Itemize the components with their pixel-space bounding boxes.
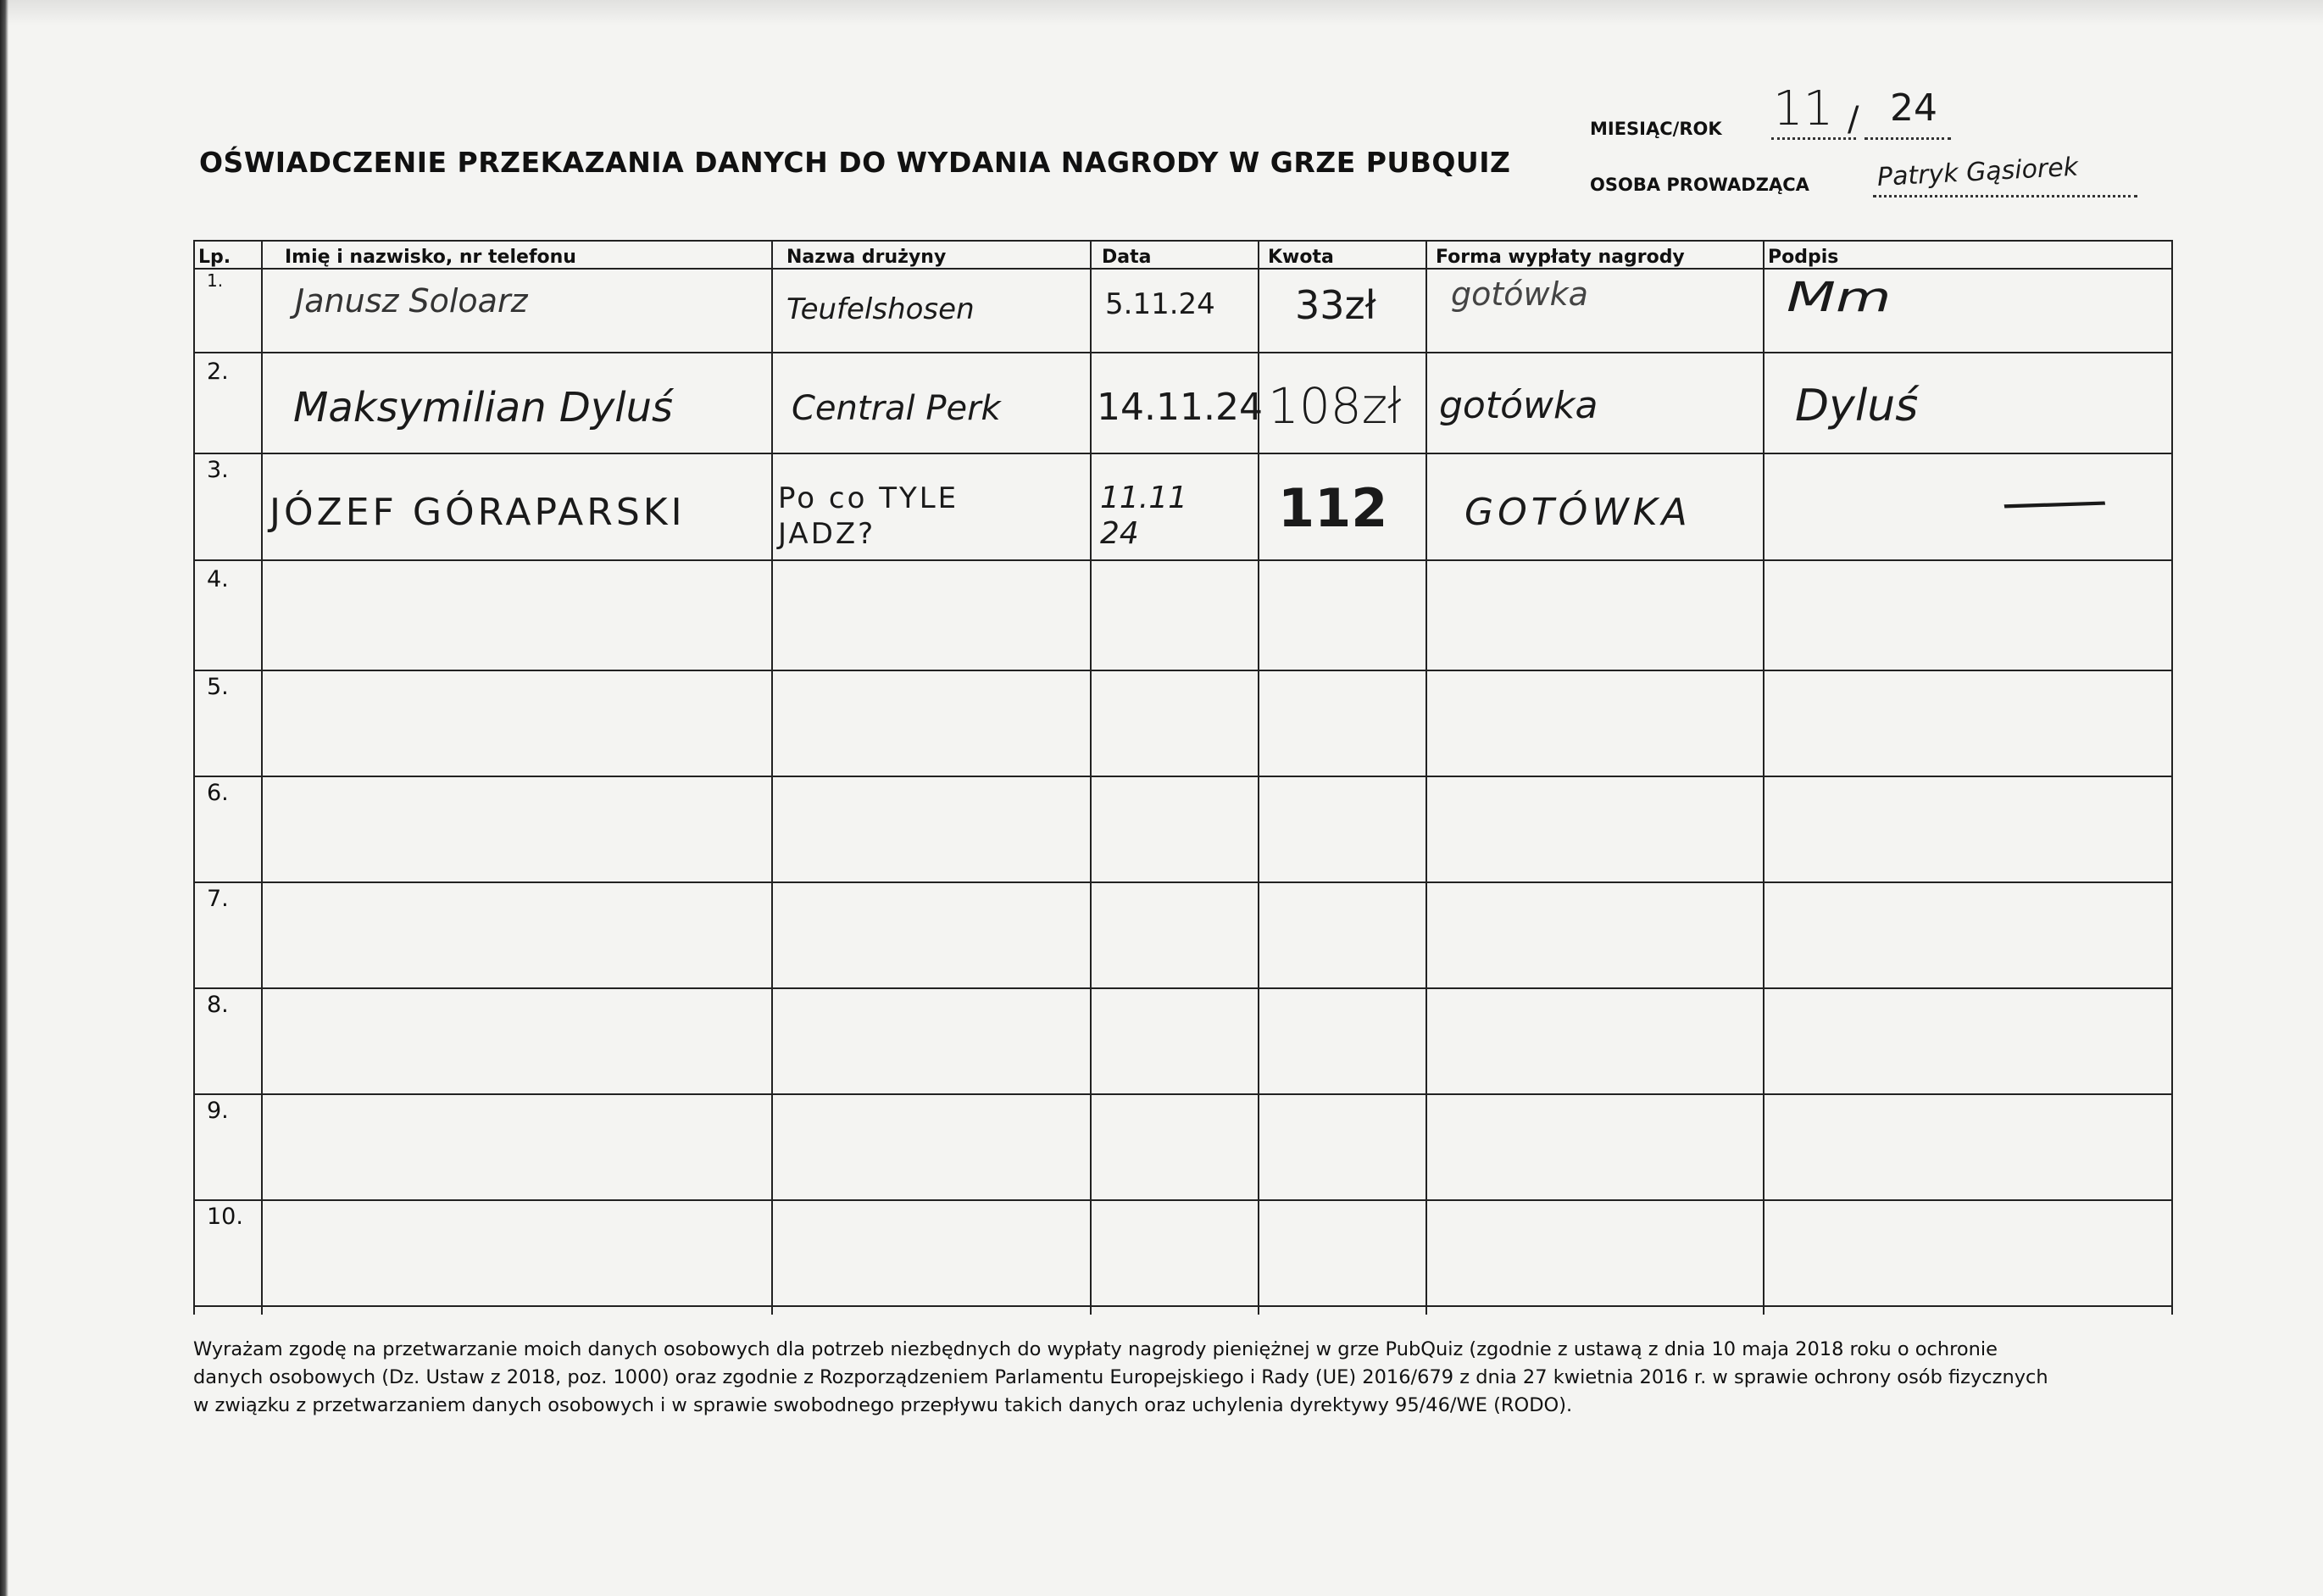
paper-shadow: [0, 0, 2323, 25]
table-border-bottom: [193, 1305, 2173, 1307]
row3-team[interactable]: Po co TYLE JADZ?: [778, 481, 959, 551]
leader-label: OSOBA PROWADZĄCA: [1590, 175, 1809, 195]
paper-edge: [0, 0, 8, 1596]
header-payment: Forma wypłaty nagrody: [1436, 247, 1685, 268]
col-divider: [1090, 240, 1092, 1315]
row-divider: [193, 1199, 2173, 1201]
row-divider: [193, 881, 2173, 883]
row-number: 4.: [207, 566, 229, 592]
month-dotted-line: [1771, 137, 1856, 140]
header-lp: Lp.: [198, 247, 231, 268]
row-divider: [193, 1093, 2173, 1095]
col-divider: [1763, 240, 1764, 1315]
row-number: 9.: [207, 1098, 229, 1124]
header-team: Nazwa drużyny: [786, 247, 947, 268]
consent-line: Wyrażam zgodę na przetwarzanie moich danych osobowych dla potrzeb niezbędnych do wypłaty nagrody pieniężnej w grze PubQuiz (zgodnie z ustawą z dnia 10 maja 2018 roku o ochronie: [193, 1338, 1998, 1360]
row2-amount[interactable]: 108zł: [1268, 377, 1402, 435]
row1-signature[interactable]: Mm: [1787, 274, 1892, 321]
year-dotted-line: [1865, 137, 1951, 140]
leader-signature[interactable]: Patryk Gąsiorek: [1876, 152, 2079, 192]
row-number: 6.: [207, 780, 229, 806]
row-divider: [193, 987, 2173, 989]
col-divider: [1425, 240, 1427, 1315]
col-divider: [771, 240, 773, 1315]
row1-amount[interactable]: 33zł: [1295, 282, 1376, 328]
row3-payment[interactable]: GOTÓWKA: [1464, 491, 1692, 534]
form-title: OŚWIADCZENIE PRZEKAZANIA DANYCH DO WYDANIA NAGRODY W GRZE PUBQUIZ: [199, 146, 1511, 179]
row3-date[interactable]: 11.11 24: [1100, 481, 1188, 551]
consent-line: w związku z przetwarzaniem danych osobowych i w sprawie swobodnego przepływu takich danych oraz uchylenia dyrektywy 95/46/WE (RODO).: [193, 1394, 1573, 1416]
row1-payment[interactable]: gotówka: [1451, 275, 1588, 313]
row-divider: [193, 776, 2173, 777]
year-separator: /: [1848, 100, 1859, 139]
month-value[interactable]: 11: [1773, 81, 1834, 136]
row2-team[interactable]: Central Perk: [792, 389, 1001, 428]
header-amount: Kwota: [1268, 247, 1334, 268]
row-divider: [193, 670, 2173, 671]
header-date: Data: [1102, 247, 1152, 268]
consent-line: danych osobowych (Dz. Ustaw z 2018, poz. 1000) oraz zgodnie z Rozporządzeniem Parlamentu Europejskiego i Rady (UE) 2016/679 z dnia 27 kwietnia 2016 r. w sprawie ochrony osób fizycznych: [193, 1366, 2048, 1388]
table-border-top: [193, 240, 2173, 242]
row-number: 1.: [207, 270, 224, 291]
row-number: 10.: [207, 1204, 243, 1230]
header-name: Imię i nazwisko, nr telefonu: [285, 247, 576, 268]
row-divider: [193, 352, 2173, 353]
row3-name[interactable]: JÓZEF GÓRAPARSKI: [270, 491, 686, 534]
prize-table: [193, 240, 2173, 1315]
header-divider: [193, 268, 2173, 270]
row3-signature[interactable]: —: [1993, 470, 2115, 533]
consent-statement: [193, 1336, 2227, 1420]
col-divider: [261, 240, 263, 1315]
row2-name[interactable]: Maksymilian Dyluś: [293, 384, 674, 431]
row2-payment[interactable]: gotówka: [1439, 384, 1598, 427]
leader-dotted-line: [1873, 195, 2137, 197]
year-value[interactable]: 24: [1890, 86, 1937, 130]
row3-amount[interactable]: 112: [1278, 477, 1388, 539]
col-divider: [2171, 240, 2173, 1315]
row1-date[interactable]: 5.11.24: [1105, 287, 1215, 321]
row2-date[interactable]: 14.11.24: [1097, 386, 1263, 429]
row2-signature[interactable]: Dyluś: [1795, 381, 1919, 431]
row1-team[interactable]: Teufelshosen: [786, 292, 975, 326]
row-number: 3.: [207, 457, 229, 483]
row-divider: [193, 559, 2173, 561]
row-number: 8.: [207, 992, 229, 1018]
header-signature: Podpis: [1768, 247, 1839, 268]
row-divider: [193, 453, 2173, 454]
row-number: 7.: [207, 886, 229, 912]
row-number: 2.: [207, 359, 229, 385]
row1-name[interactable]: Janusz Soloarz: [295, 282, 528, 320]
col-divider: [193, 240, 195, 1315]
row-number: 5.: [207, 674, 229, 700]
month-year-label: MIESIĄC/ROK: [1590, 119, 1722, 139]
